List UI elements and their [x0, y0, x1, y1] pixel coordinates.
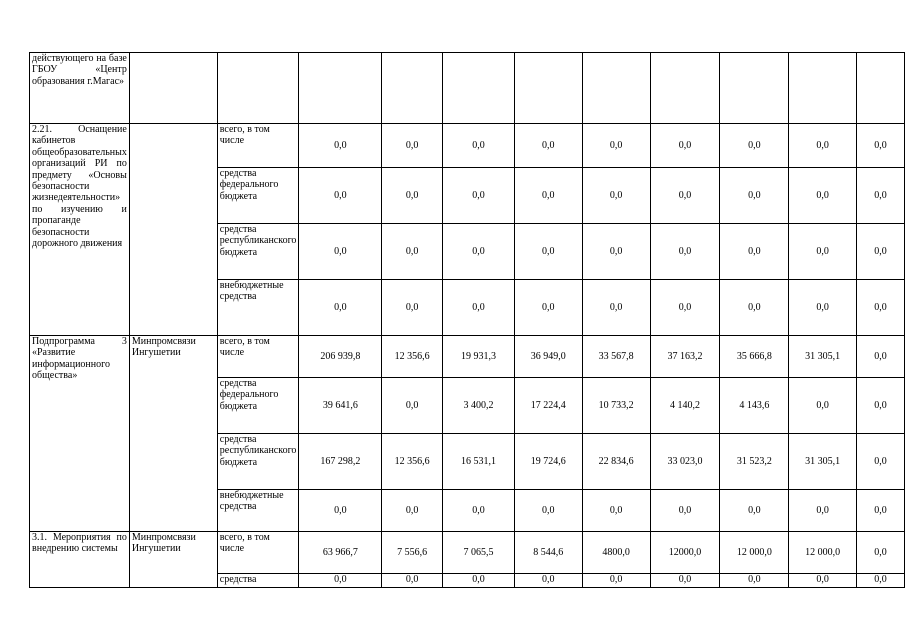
executor-cell: [129, 53, 217, 124]
value-cell: 0,0: [857, 532, 905, 574]
row-name-cell: действующего на базе ГБОУ «Центр образования г.Магас»: [30, 53, 130, 124]
value-cell: 12 356,6: [382, 336, 443, 378]
value-cell: [789, 53, 857, 124]
value-cell: 12000,0: [650, 532, 720, 574]
funding-source-cell: средства федерального бюджета: [217, 378, 299, 434]
value-cell: 0,0: [789, 124, 857, 168]
table-row: [30, 532, 905, 574]
value-cell: 0,0: [857, 574, 905, 588]
value-cell: 37 163,2: [650, 336, 720, 378]
value-cell: [443, 53, 515, 124]
value-cell: 0,0: [514, 280, 582, 336]
funding-source-cell: всего, в том числе: [217, 532, 299, 574]
value-cell: 0,0: [857, 490, 905, 532]
budget-table: [29, 52, 905, 588]
value-cell: 4 140,2: [650, 378, 720, 434]
value-cell: 0,0: [382, 490, 443, 532]
value-cell: 3 400,2: [443, 378, 515, 434]
value-cell: 0,0: [382, 378, 443, 434]
value-cell: 0,0: [789, 490, 857, 532]
value-cell: 0,0: [514, 574, 582, 588]
value-cell: 16 531,1: [443, 434, 515, 490]
value-cell: 39 641,6: [299, 378, 382, 434]
value-cell: 0,0: [857, 378, 905, 434]
value-cell: [857, 53, 905, 124]
row-name-cell: 2.21. Оснащение кабинетов общеобразовательных организаций РИ по предмету «Основы безопасности жизнедеятельности» по изучению и пропаганде безопасности дорожного движения: [30, 124, 130, 336]
funding-source-cell: средства федерального бюджета: [217, 168, 299, 224]
value-cell: [582, 53, 650, 124]
value-cell: 0,0: [582, 490, 650, 532]
value-cell: 19 931,3: [443, 336, 515, 378]
value-cell: 33 023,0: [650, 434, 720, 490]
value-cell: 12 356,6: [382, 434, 443, 490]
value-cell: 0,0: [299, 168, 382, 224]
value-cell: 12 000,0: [789, 532, 857, 574]
value-cell: 0,0: [789, 168, 857, 224]
value-cell: 0,0: [650, 224, 720, 280]
value-cell: 0,0: [514, 124, 582, 168]
value-cell: 0,0: [857, 280, 905, 336]
value-cell: 0,0: [789, 280, 857, 336]
value-cell: 0,0: [720, 574, 789, 588]
funding-source-cell: средства: [217, 574, 299, 588]
funding-source-cell: внебюджетные средства: [217, 490, 299, 532]
value-cell: 4 143,6: [720, 378, 789, 434]
value-cell: 0,0: [514, 224, 582, 280]
value-cell: 0,0: [650, 574, 720, 588]
value-cell: 0,0: [299, 490, 382, 532]
value-cell: 0,0: [443, 490, 515, 532]
value-cell: 0,0: [443, 280, 515, 336]
table-row: [30, 124, 905, 168]
funding-source-cell: внебюджетные средства: [217, 280, 299, 336]
value-cell: 0,0: [720, 224, 789, 280]
value-cell: 33 567,8: [582, 336, 650, 378]
value-cell: 0,0: [443, 224, 515, 280]
value-cell: 22 834,6: [582, 434, 650, 490]
value-cell: 12 000,0: [720, 532, 789, 574]
executor-cell: Минпромсвязи Ингушетии: [129, 532, 217, 588]
value-cell: 0,0: [650, 168, 720, 224]
value-cell: 0,0: [299, 224, 382, 280]
value-cell: 0,0: [382, 168, 443, 224]
value-cell: 31 305,1: [789, 434, 857, 490]
value-cell: 0,0: [299, 124, 382, 168]
funding-source-cell: средства республиканского бюджета: [217, 224, 299, 280]
value-cell: 0,0: [582, 280, 650, 336]
value-cell: 0,0: [857, 434, 905, 490]
value-cell: 0,0: [299, 574, 382, 588]
value-cell: 0,0: [720, 124, 789, 168]
executor-cell: [129, 124, 217, 336]
value-cell: 0,0: [650, 490, 720, 532]
value-cell: [382, 53, 443, 124]
value-cell: 0,0: [514, 490, 582, 532]
value-cell: 7 556,6: [382, 532, 443, 574]
funding-source-cell: всего, в том числе: [217, 336, 299, 378]
value-cell: 0,0: [443, 168, 515, 224]
value-cell: 10 733,2: [582, 378, 650, 434]
value-cell: 0,0: [582, 574, 650, 588]
value-cell: 0,0: [582, 168, 650, 224]
value-cell: 0,0: [857, 224, 905, 280]
value-cell: 0,0: [582, 224, 650, 280]
value-cell: 4800,0: [582, 532, 650, 574]
value-cell: 0,0: [789, 378, 857, 434]
value-cell: 35 666,8: [720, 336, 789, 378]
value-cell: 167 298,2: [299, 434, 382, 490]
row-name-cell: 3.1. Мероприятия по внедрению системы: [30, 532, 130, 588]
value-cell: 0,0: [514, 168, 582, 224]
value-cell: 8 544,6: [514, 532, 582, 574]
value-cell: 0,0: [857, 336, 905, 378]
value-cell: 0,0: [789, 224, 857, 280]
value-cell: 0,0: [382, 574, 443, 588]
value-cell: 31 305,1: [789, 336, 857, 378]
table-row: [30, 336, 905, 378]
funding-source-cell: средства республиканского бюджета: [217, 434, 299, 490]
value-cell: 0,0: [789, 574, 857, 588]
row-name-cell: Подпрограмма 3 «Развитие информационного общества»: [30, 336, 130, 532]
value-cell: 19 724,6: [514, 434, 582, 490]
funding-source-cell: [217, 53, 299, 124]
value-cell: 0,0: [650, 124, 720, 168]
value-cell: [514, 53, 582, 124]
value-cell: [299, 53, 382, 124]
value-cell: 17 224,4: [514, 378, 582, 434]
table-body: [30, 53, 905, 588]
funding-source-cell: всего, в том числе: [217, 124, 299, 168]
value-cell: 0,0: [382, 280, 443, 336]
executor-cell: Минпромсвязи Ингушетии: [129, 336, 217, 532]
table-row: [30, 53, 905, 124]
value-cell: 0,0: [443, 124, 515, 168]
value-cell: 0,0: [382, 124, 443, 168]
value-cell: [720, 53, 789, 124]
value-cell: 206 939,8: [299, 336, 382, 378]
value-cell: 0,0: [720, 168, 789, 224]
value-cell: 0,0: [382, 224, 443, 280]
value-cell: 0,0: [299, 280, 382, 336]
value-cell: 0,0: [857, 124, 905, 168]
value-cell: 0,0: [720, 280, 789, 336]
value-cell: 7 065,5: [443, 532, 515, 574]
value-cell: 63 966,7: [299, 532, 382, 574]
value-cell: 0,0: [857, 168, 905, 224]
value-cell: 0,0: [582, 124, 650, 168]
value-cell: 31 523,2: [720, 434, 789, 490]
value-cell: [650, 53, 720, 124]
value-cell: 36 949,0: [514, 336, 582, 378]
value-cell: 0,0: [443, 574, 515, 588]
value-cell: 0,0: [720, 490, 789, 532]
value-cell: 0,0: [650, 280, 720, 336]
